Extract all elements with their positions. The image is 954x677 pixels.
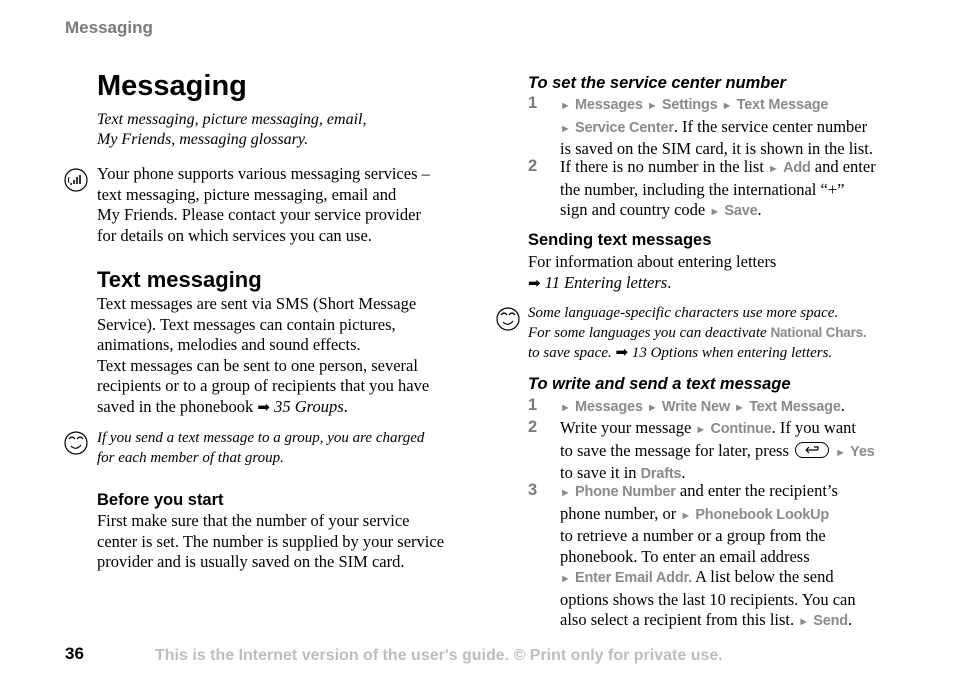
cross-reference-arrow-icon: ➡ <box>615 345 629 361</box>
step-number: 3 <box>528 481 538 499</box>
step-text: Write your message <box>560 418 692 437</box>
cross-reference-arrow-icon: ➡ <box>257 399 270 416</box>
menu-item-national-chars[interactable]: National Chars. <box>770 325 867 340</box>
paragraph-line: Text messages are sent via SMS (Short Message <box>97 294 417 313</box>
menu-item-phonebook-lookup[interactable]: Phonebook LookUp <box>695 506 830 523</box>
menu-item-text-message[interactable]: Text Message <box>736 97 829 113</box>
page-title: Messaging <box>97 70 247 102</box>
intro-line: for details on which services you can use. <box>97 225 372 245</box>
menu-arrow-icon: ► <box>768 163 779 175</box>
note-line: to save space. ➡ 13 Options when entering letters. <box>528 345 833 361</box>
back-key-icon[interactable] <box>795 442 829 458</box>
menu-item-continue[interactable]: Continue <box>710 421 772 437</box>
footer-notice: This is the Internet version of the user's guide. © Print only for private use. <box>155 647 723 664</box>
step-line: to retrieve a number or a group from the <box>560 526 826 545</box>
step-text: to save the message for later, press <box>560 440 789 460</box>
cross-reference-link[interactable]: 35 Groups <box>274 396 344 416</box>
write-send-step-2 <box>560 418 875 485</box>
write-send-step-3 <box>560 481 856 633</box>
note-text: For some languages you can deactivate <box>528 325 767 341</box>
menu-item-messages[interactable]: Messages <box>575 399 643 415</box>
menu-item-phone-number[interactable]: Phone Number <box>575 484 676 500</box>
write-send-step-1 <box>560 396 845 419</box>
step-line <box>560 504 856 527</box>
cross-reference-link[interactable]: 13 Options when entering letters <box>631 345 829 361</box>
paragraph-line: For information about entering letters <box>528 252 777 271</box>
paragraph-line: recipients or to a group of recipients that you have <box>97 376 430 395</box>
step-text: phone number, or <box>560 503 677 523</box>
menu-item-yes[interactable]: Yes <box>850 443 875 460</box>
step-line <box>560 567 856 590</box>
section-heading-text-messaging: Text messaging <box>97 267 262 292</box>
note-line <box>528 323 866 343</box>
text-messaging-paragraph <box>97 294 429 418</box>
menu-arrow-icon: ► <box>734 402 745 414</box>
menu-item-save[interactable]: Save <box>724 203 758 219</box>
menu-arrow-icon: ► <box>835 446 847 459</box>
step-text: also select a recipient from this list. <box>560 610 795 629</box>
step-text: and enter <box>814 157 876 176</box>
menu-arrow-icon: ► <box>798 616 810 628</box>
service-center-step-1 <box>560 94 873 160</box>
paragraph-line: animations, melodies and sound effects. <box>97 335 361 354</box>
intro-line: text messaging, picture messaging, email and <box>97 184 397 204</box>
step-line: options shows the last 10 recipients. You can <box>560 589 856 609</box>
step-line: also select a recipient from this list. ► Send. <box>560 610 853 629</box>
subtitle-line: Text messaging, picture messaging, email, <box>97 111 367 128</box>
menu-arrow-icon: ► <box>560 402 571 414</box>
step-text: and enter the recipient’s <box>679 481 838 500</box>
step-line <box>560 481 856 504</box>
intro-line: Your phone supports various messaging services – <box>97 164 430 183</box>
paragraph-line: ➡ 11 Entering letters. <box>528 272 672 292</box>
paragraph-line: First make sure that the number of your service <box>97 511 410 530</box>
step-text: . If the service center number <box>673 116 868 136</box>
cross-reference-arrow-icon: ➡ <box>528 275 541 292</box>
paragraph-line: saved in the phonebook ➡ 35 Groups. <box>97 396 348 416</box>
step-text: . If you want <box>771 418 856 437</box>
paragraph-line: provider and is usually saved on the SIM card. <box>97 552 405 571</box>
note-line: for each member of that group. <box>97 450 284 466</box>
cross-reference-link[interactable]: 11 Entering letters <box>544 272 668 292</box>
running-header: Messaging <box>65 18 153 37</box>
step-line: is saved on the SIM card, it is shown in the list. <box>560 139 874 158</box>
menu-item-add[interactable]: Add <box>783 160 811 176</box>
section-heading-sending: Sending text messages <box>528 231 712 249</box>
paragraph-line: Text messages can be sent to one person, several <box>97 355 418 375</box>
step-text: to save it in <box>560 463 637 482</box>
menu-arrow-icon: ► <box>709 206 721 218</box>
menu-arrow-icon: ► <box>680 509 692 522</box>
step-text: sign and country code <box>560 200 706 219</box>
menu-arrow-icon: ► <box>560 100 571 112</box>
note-line: If you send a text message to a group, you are charged <box>97 430 425 446</box>
menu-arrow-icon: ► <box>721 100 733 112</box>
menu-arrow-icon: ► <box>646 402 658 414</box>
note-text: to save space. <box>528 345 612 361</box>
section-heading-service-center: To set the service center number <box>528 74 786 92</box>
step-line: sign and country code ► Save. <box>560 200 762 219</box>
step-line <box>560 157 876 180</box>
language-chars-note <box>528 303 866 363</box>
step-line <box>560 418 875 441</box>
step-line <box>560 117 873 140</box>
step-number: 2 <box>528 418 538 436</box>
intro-paragraph <box>97 164 430 246</box>
service-center-step-2 <box>560 157 876 223</box>
menu-item-drafts[interactable]: Drafts <box>640 466 682 482</box>
menu-arrow-icon: ► <box>646 100 658 112</box>
section-heading-before-you-start: Before you start <box>97 491 224 509</box>
menu-item-write-new[interactable]: Write New <box>661 399 730 415</box>
menu-item-messages[interactable]: Messages <box>575 97 643 113</box>
menu-arrow-icon: ► <box>695 424 707 436</box>
tip-icon <box>64 431 88 455</box>
menu-arrow-icon: ► <box>560 122 571 135</box>
step-line: ► Messages ► Write New ► Text Message. <box>560 396 845 415</box>
step-text: If there is no number in the list <box>560 157 764 176</box>
step-line <box>560 441 875 464</box>
step-line: phonebook. To enter an email address <box>560 546 810 566</box>
step-text: A list below the send <box>695 567 834 586</box>
before-you-start-paragraph <box>97 511 444 573</box>
network-services-icon <box>64 168 88 192</box>
step-number: 1 <box>528 396 538 414</box>
step-line: to save it in Drafts. <box>560 463 686 482</box>
menu-arrow-icon: ► <box>560 487 571 499</box>
intro-line: My Friends. Please contact your service provider <box>97 205 421 224</box>
group-charge-note <box>97 428 424 468</box>
step-line: the number, including the international “+” <box>560 179 845 199</box>
paragraph-line: center is set. The number is supplied by your service <box>97 531 445 551</box>
menu-item-send[interactable]: Send <box>813 613 848 629</box>
chapter-subtitle <box>97 110 366 150</box>
tip-icon <box>496 307 520 331</box>
menu-arrow-icon: ► <box>560 573 571 585</box>
note-line: Some language-specific characters use more space. <box>528 305 839 321</box>
subtitle-line: My Friends, messaging glossary. <box>97 131 309 148</box>
paragraph-line: Service). Text messages can contain pictures, <box>97 314 396 334</box>
menu-item-enter-email-addr[interactable]: Enter Email Addr. <box>575 570 692 586</box>
step-number: 1 <box>528 94 538 112</box>
section-heading-write-send: To write and send a text message <box>528 375 791 393</box>
page-number: 36 <box>65 644 84 663</box>
menu-item-settings[interactable]: Settings <box>661 97 718 113</box>
sending-paragraph <box>528 252 776 294</box>
step-line <box>560 94 873 117</box>
menu-item-text-message[interactable]: Text Message <box>749 399 841 415</box>
step-number: 2 <box>528 157 538 175</box>
paragraph-text: saved in the phonebook <box>97 396 254 416</box>
menu-item-service-center[interactable]: Service Center <box>575 119 674 136</box>
